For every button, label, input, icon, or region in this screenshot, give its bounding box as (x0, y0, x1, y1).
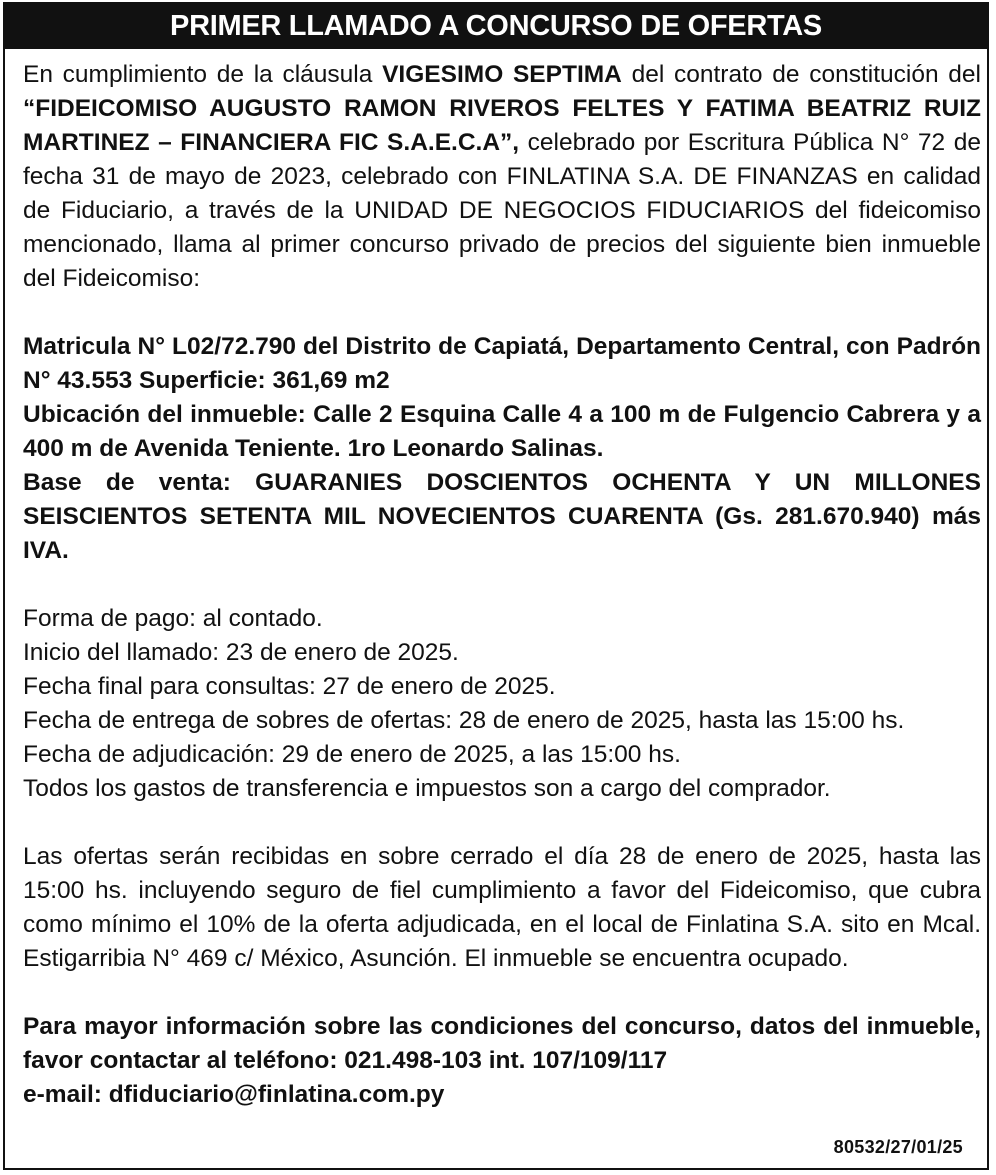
property-location: Ubicación del inmueble: Calle 2 Esquina Calle 4 a 100 m de Fulgencio Cabrera y a 400 m de Avenida Teniente. 1ro Leonardo Salinas. (23, 401, 981, 462)
property-base-price: Base de venta: GUARANIES DOSCIENTOS OCHENTA Y UN MILLONES SEISCIENTOS SETENTA MIL NOVECIENTOS CUARENTA (Gs. 281.670.940) más IVA. (23, 469, 981, 564)
notice-frame (3, 2, 989, 1170)
term-award: Fecha de adjudicación: 29 de enero de 2025, a las 15:00 hs. (23, 741, 681, 768)
term-payment: Forma de pago: al contado. (23, 605, 323, 632)
intro-text-2: del contrato de constitución del (621, 61, 981, 88)
term-delivery: Fecha de entrega de sobres de ofertas: 28 de enero de 2025, hasta las 15:00 hs. (23, 707, 905, 734)
notice-header (5, 4, 987, 49)
contact-email: e-mail: dfiduciario@finlatina.com.py (23, 1081, 445, 1108)
notice-title: PRIMER LLAMADO A CONCURSO DE OFERTAS (170, 10, 822, 42)
intro-paragraph (23, 58, 981, 296)
property-registration: Matricula N° L02/72.790 del Distrito de Capiatá, Departamento Central, con Padrón N° 43.553 Superficie: 361,69 m2 (23, 333, 981, 394)
clause-name: VIGESIMO SEPTIMA (382, 61, 622, 88)
contact-info: Para mayor información sobre las condiciones del concurso, datos del inmueble, favor contactar al teléfono: 021.498-103 int. 107/109/117 (23, 1013, 981, 1074)
term-costs: Todos los gastos de transferencia e impuestos son a cargo del comprador. (23, 775, 831, 802)
spacer (23, 296, 981, 330)
spacer (23, 976, 981, 1010)
spacer (23, 568, 981, 602)
term-start: Inicio del llamado: 23 de enero de 2025. (23, 639, 459, 666)
term-queries-deadline: Fecha final para consultas: 27 de enero de 2025. (23, 673, 556, 700)
trust-name: “FIDEICOMISO AUGUSTO RAMON RIVEROS FELTES Y FATIMA BEATRIZ RUIZ MARTINEZ – FINANCIERA FIC S.A.E.C.A”, (23, 95, 981, 156)
intro-text-3: celebrado por Escritura Pública N° 72 de fecha 31 de mayo de 2023, celebrado con FINLATINA S.A. DE FINANZAS en calidad de Fiduciario, a través de la UNIDAD DE NEGOCIOS FIDUCIARIOS del fideicomiso mencionado, llama al primer concurso privado de precios del siguiente bien inmueble del Fideicomiso: (23, 129, 981, 292)
notice-body (23, 58, 981, 1112)
spacer (23, 806, 981, 840)
publication-reference: 80532/27/01/25 (833, 1137, 963, 1157)
offers-paragraph: Las ofertas serán recibidas en sobre cerrado el día 28 de enero de 2025, hasta las 15:00 hs. incluyendo seguro de fiel cumplimiento a favor del Fideicomiso, que cubra como mínimo el 10% de la oferta adjudicada, en el local de Finlatina S.A. sito en Mcal. Estigarribia N° 469 c/ México, Asunción. El inmueble se encuentra ocupado. (23, 843, 981, 972)
intro-text-1: En cumplimiento de la cláusula (23, 61, 383, 88)
